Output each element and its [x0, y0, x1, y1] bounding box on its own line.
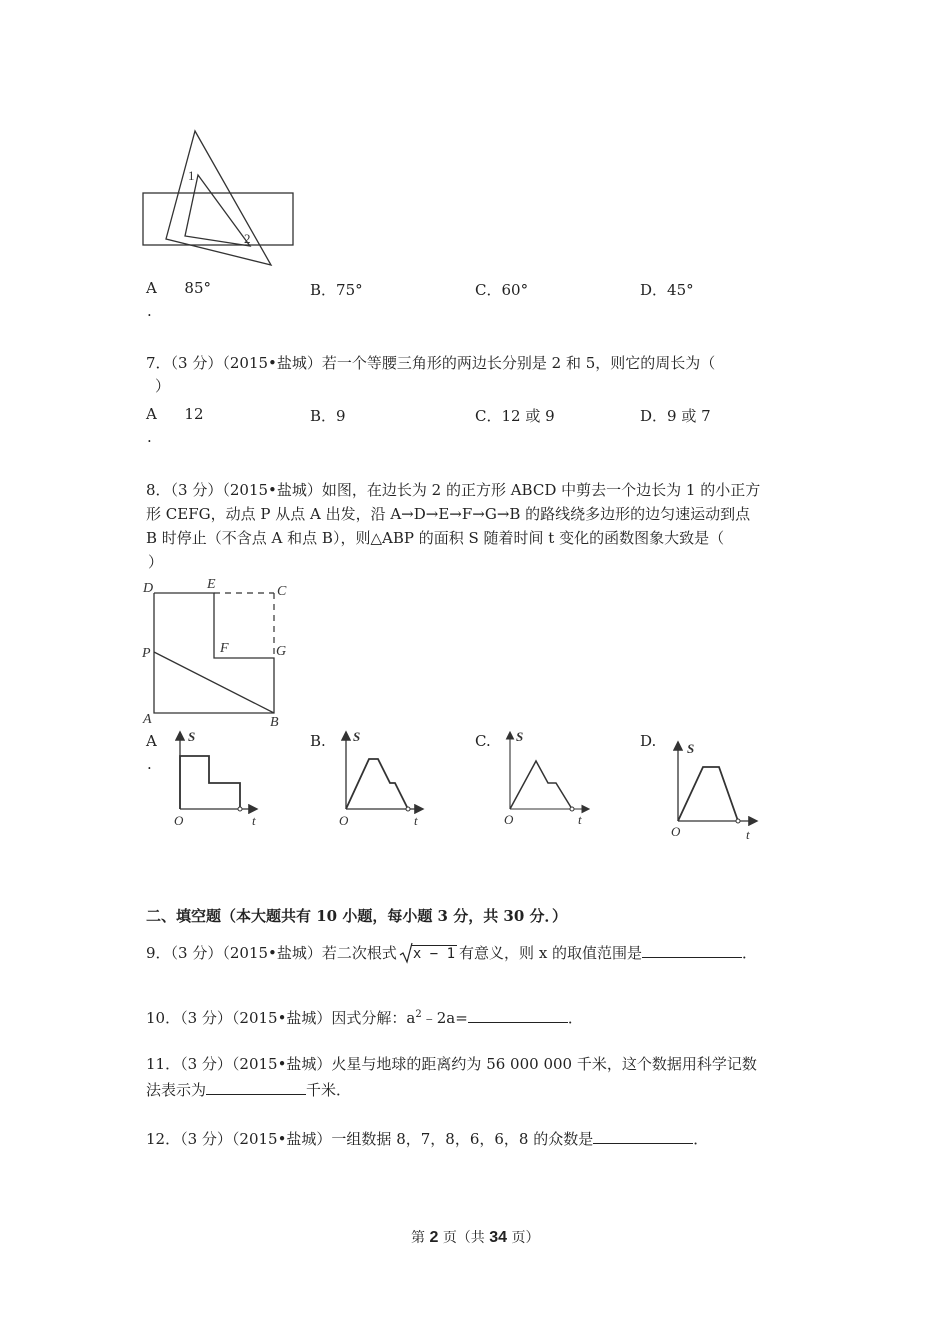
q8-option-d[interactable]: D.	[640, 732, 657, 750]
q10-question	[146, 1004, 583, 1029]
q6-angle-2-label: 2	[244, 231, 251, 246]
q7-option-c[interactable]: C．12 或 9	[475, 407, 555, 425]
footer-prefix: 第	[411, 1230, 425, 1246]
q8-graph-a[interactable]	[168, 725, 268, 830]
q9-answer-blank[interactable]	[642, 942, 742, 958]
q7-option-a[interactable]	[146, 405, 204, 423]
q7-option-a-letter: A	[146, 405, 157, 423]
q10-prefix: 10．（3 分）（2015•盐城）因式分解：a	[146, 1009, 416, 1027]
q7-question-line2: ）	[155, 377, 171, 395]
q7-question-line1: 7．（3 分）（2015•盐城）若一个等腰三角形的两边长分别是 2 和 5，则它的周长为（	[146, 354, 716, 372]
footer-suffix: 页）	[511, 1230, 540, 1246]
q8-graph-b-t-label: t	[414, 813, 418, 828]
q7-option-b[interactable]: B．9	[310, 407, 346, 425]
q8-label-f: F	[220, 641, 229, 656]
q8-label-d: D	[143, 581, 154, 596]
q8-question-line4: ）	[148, 553, 164, 571]
q8-graph-c-o-label: O	[504, 812, 514, 827]
q8-label-b: B	[270, 715, 279, 730]
q11-line2-suffix: 千米．	[306, 1081, 352, 1099]
q8-graph-a-s-label: S	[188, 729, 196, 744]
q6-rectangle	[143, 193, 293, 245]
q8-graph-b[interactable]	[332, 725, 432, 830]
q7-option-d[interactable]: D．9 或 7	[640, 407, 711, 425]
q8-label-a: A	[143, 712, 152, 727]
q12-question	[146, 1128, 708, 1150]
q8-segment-pb	[154, 652, 274, 713]
q8-label-p: P	[142, 646, 151, 661]
page-footer	[411, 1227, 540, 1247]
q10-mid: ﹣2a=	[421, 1009, 468, 1027]
q6-option-c[interactable]: C．60°	[475, 281, 529, 299]
q12-prefix: 12．（3 分）（2015•盐城）一组数据 8，7，8，6，6，8 的众数是	[146, 1130, 594, 1148]
q7-option-a-value: 12	[184, 405, 204, 423]
q8-label-c: C	[277, 584, 287, 599]
q6-option-a[interactable]	[146, 279, 211, 297]
footer-total-pages: 34	[489, 1229, 508, 1246]
q8-graph-d-t-label: t	[746, 827, 750, 840]
q7-option-a-dot: .	[147, 428, 152, 446]
q8-graph-c-t-label: t	[578, 812, 582, 827]
q8-option-a-dot: .	[147, 755, 152, 773]
section-2-heading: 二、填空题（本大题共有 10 小题，每小题 3 分，共 30 分．）	[146, 907, 568, 925]
q6-angle-1-label: 1	[188, 168, 195, 183]
q12-end: ．	[693, 1130, 709, 1148]
q6-option-a-value: 85°	[184, 279, 211, 297]
q8-label-g: G	[276, 644, 287, 659]
q9-end: ．	[742, 944, 758, 962]
q8-graph-d-s-label: S	[687, 741, 695, 756]
q8-question-line3: B 时停止（不含点 A 和点 B），则△ABP 的面积 S 随着时间 t 变化的函数图象大致是（	[146, 529, 725, 547]
q10-answer-blank[interactable]	[468, 1007, 568, 1023]
q6-option-a-letter: A	[146, 279, 157, 297]
q8-graph-b-s-label: S	[353, 729, 361, 744]
q10-exponent: 2	[415, 1009, 422, 1020]
q8-graph-d[interactable]	[666, 735, 766, 840]
q8-graph-d-o-label: O	[671, 824, 681, 839]
footer-mid: 页（共	[442, 1230, 485, 1246]
q8-question-line2: 形 CEFG，动点 P 从点 A 出发，沿 A→D→E→F→G→B 的路线绕多边形的边匀速运动到点	[146, 505, 751, 523]
q8-graph-c-s-label: S	[516, 729, 524, 744]
q6-option-b[interactable]: B．75°	[310, 281, 363, 299]
footer-page-number: 2	[429, 1229, 439, 1246]
q8-graph-c[interactable]	[498, 725, 598, 830]
q8-polygon-outline	[154, 593, 274, 713]
q6-option-d[interactable]: D．45°	[640, 281, 694, 299]
q12-answer-blank[interactable]	[593, 1128, 693, 1144]
q9-suffix: 有意义，则 x 的取值范围是	[459, 944, 643, 962]
q8-option-b[interactable]: B.	[310, 732, 326, 750]
q8-label-e: E	[207, 577, 216, 592]
q11-line2-prefix: 法表示为	[146, 1081, 207, 1099]
q6-figure	[140, 125, 300, 270]
q8-graph-b-o-label: O	[339, 813, 349, 828]
q6-option-a-dot: .	[147, 302, 152, 320]
q8-graph-a-o-label: O	[174, 813, 184, 828]
q9-prefix: 9．（3 分）（2015•盐城）若二次根式	[146, 944, 397, 962]
q8-option-a[interactable]: A	[146, 732, 157, 750]
q11-answer-blank[interactable]	[206, 1079, 306, 1095]
q9-sqrt	[399, 942, 457, 965]
q8-graph-a-t-label: t	[252, 813, 256, 828]
q9-radicand: x − 1	[412, 946, 456, 962]
q8-question-line1: 8．（3 分）（2015•盐城）如图，在边长为 2 的正方形 ABCD 中剪去一个边长为 1 的小正方	[146, 481, 761, 499]
q8-option-c[interactable]: C.	[475, 732, 491, 750]
q11-question-line2	[146, 1079, 351, 1101]
q8-square-figure	[140, 575, 300, 730]
q10-end: ．	[567, 1009, 583, 1027]
q11-question-line1: 11．（3 分）（2015•盐城）火星与地球的距离约为 56 000 000 千米，这个数据用科学记数	[146, 1055, 757, 1073]
q9-question	[146, 942, 757, 965]
